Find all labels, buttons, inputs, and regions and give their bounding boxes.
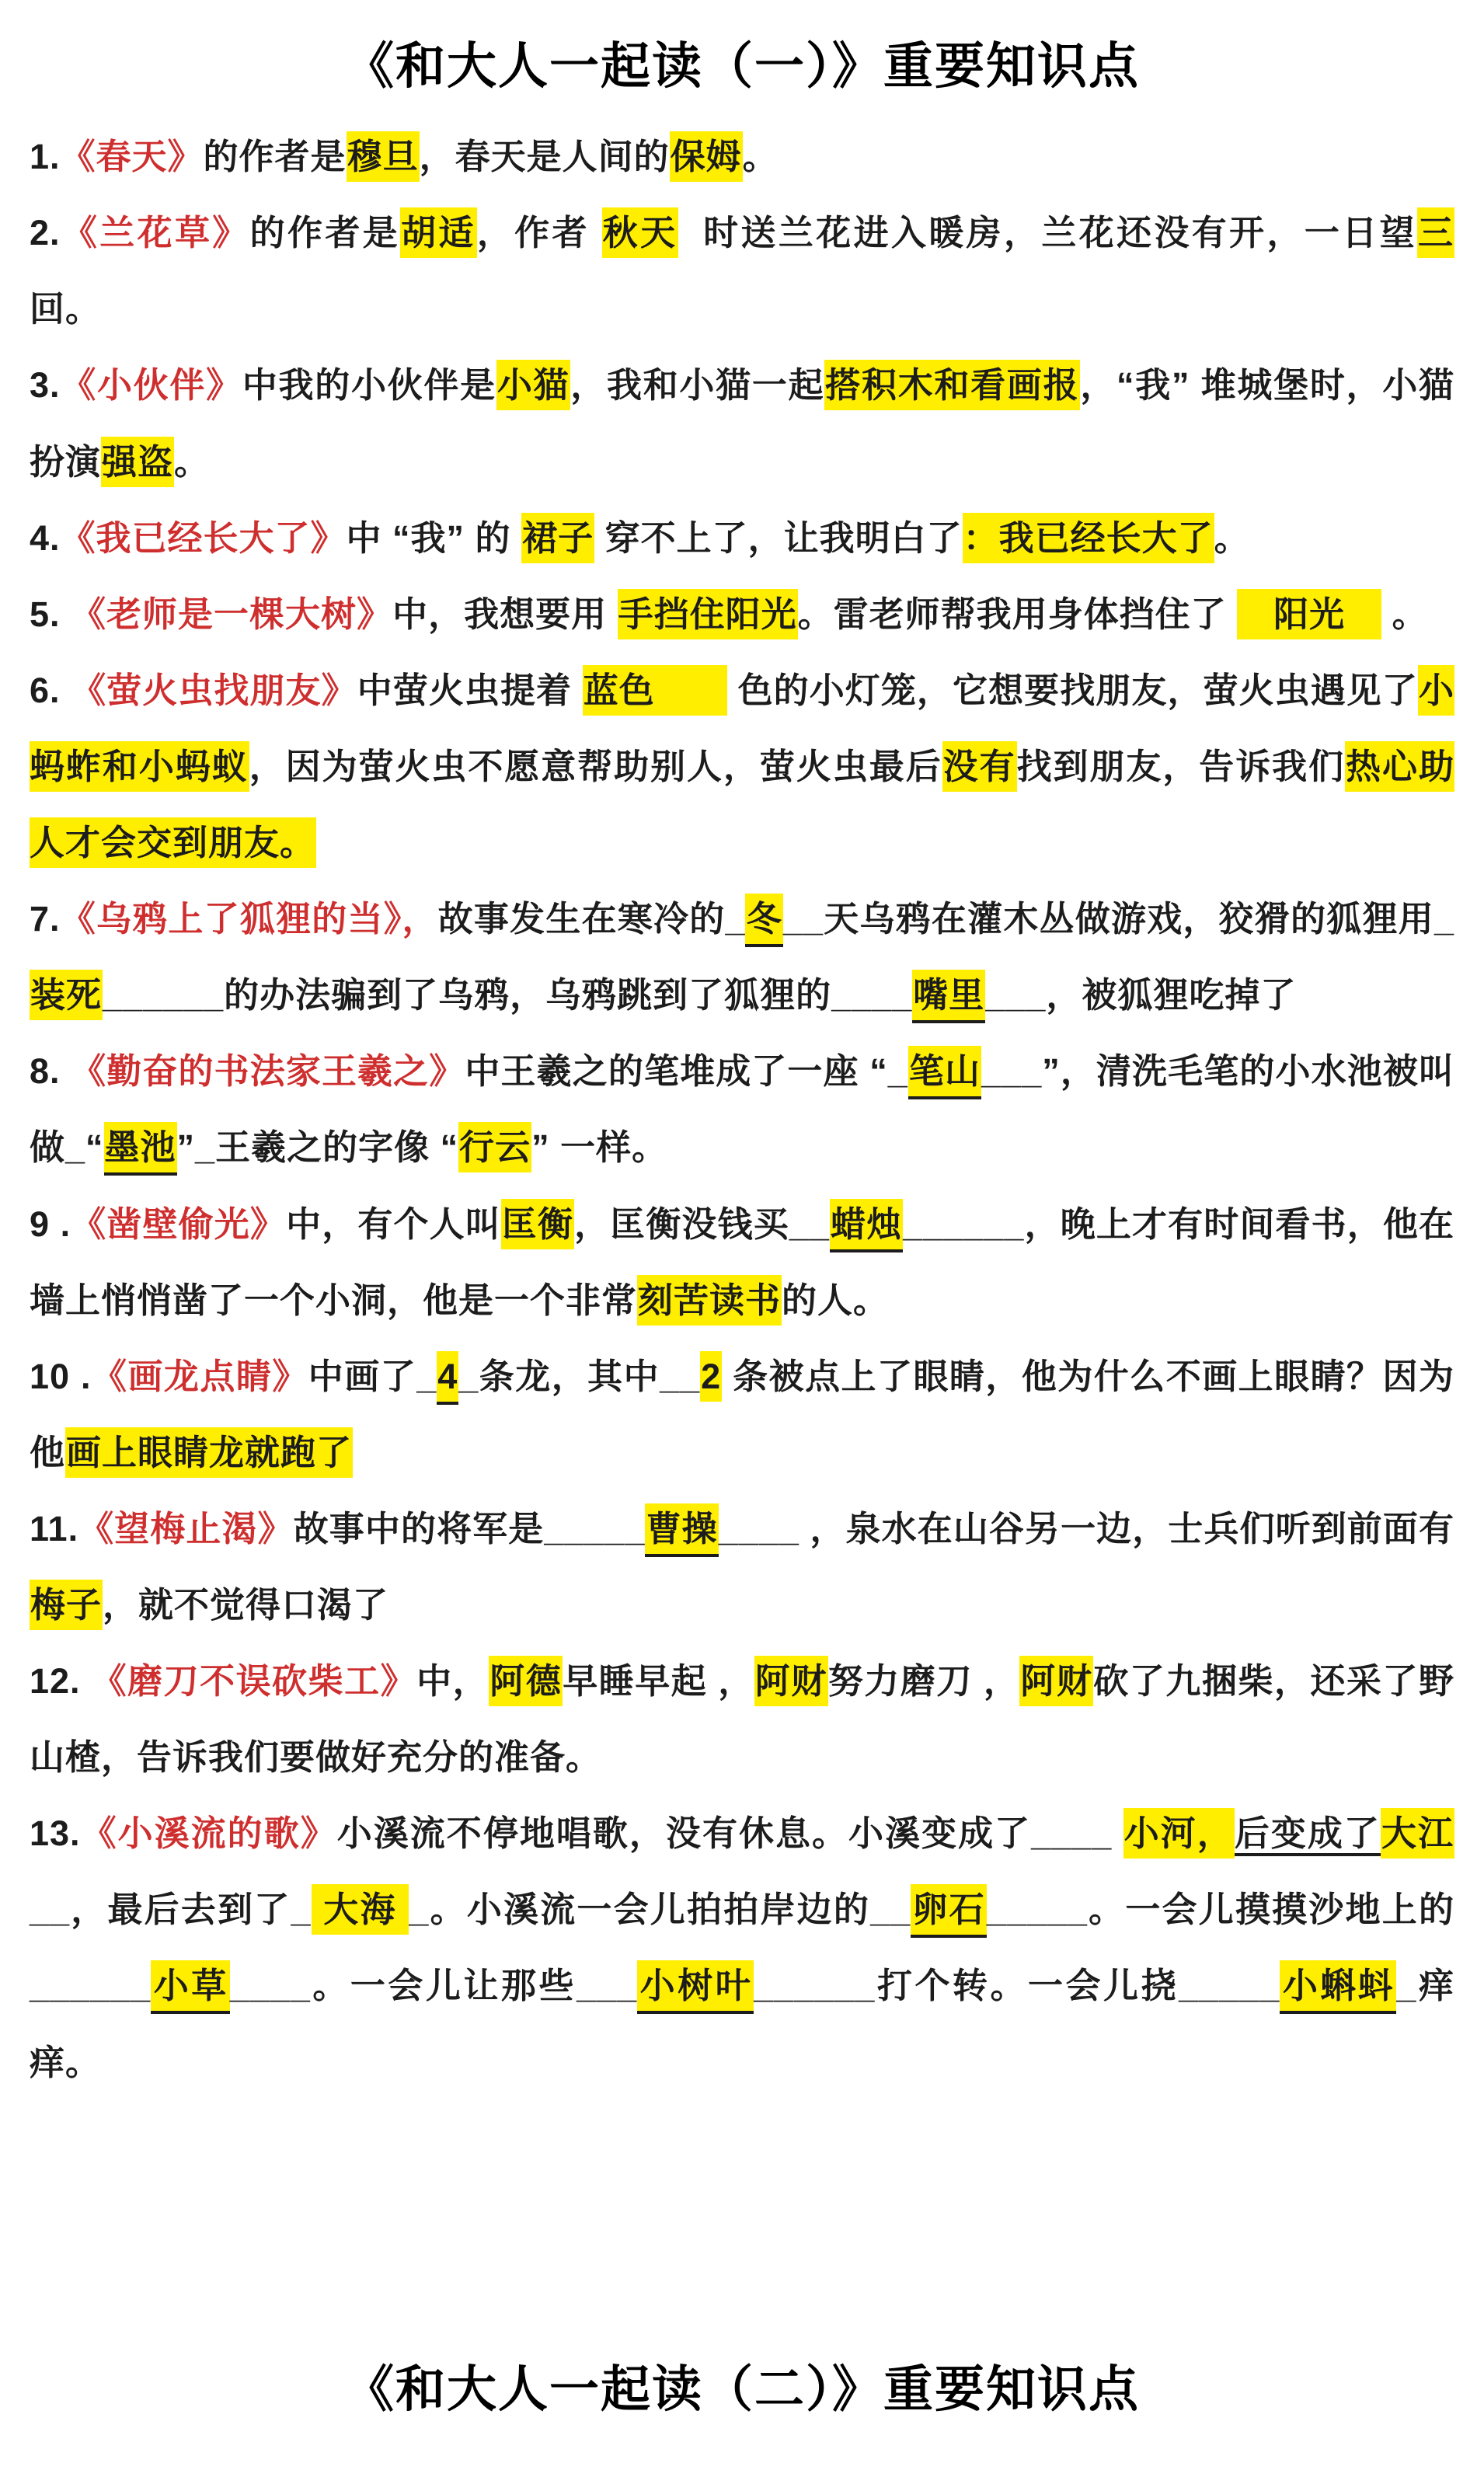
answer-highlight: 裙子 — [521, 513, 594, 563]
knowledge-item — [30, 195, 1454, 347]
answer-highlight: 热心助人才会交到朋友。 — [30, 741, 1454, 868]
text-run: 中画了_ — [308, 1356, 437, 1396]
answer-highlight-underlined: 4 — [437, 1351, 458, 1405]
knowledge-item — [30, 119, 1454, 195]
answer-highlight-underlined: 小草 — [151, 1960, 230, 2014]
text-run: 条被点上了眼睛，他为什么不画上眼睛？因为他 — [30, 1356, 1454, 1472]
text-run: 的作者是 — [249, 213, 401, 253]
book-title: 《磨刀不误砍柴工》 — [91, 1661, 417, 1702]
answer-highlight: 刻苦读书 — [637, 1275, 782, 1326]
text-run: ___”，清洗毛笔的小水池被叫做_“ — [30, 1051, 1454, 1168]
answer-highlight: 阿德 — [489, 1656, 563, 1706]
answer-highlight-underlined: 卵石 — [911, 1884, 987, 1938]
book-title: 《凿壁偷光》 — [71, 1204, 287, 1244]
text-run: ______打个转。一会儿挠_____ — [754, 1966, 1280, 2006]
answer-highlight: 保姆 — [670, 131, 743, 182]
item-number: 7. — [30, 899, 61, 939]
text-run: 回。 — [30, 289, 102, 329]
item-number: 4. — [30, 517, 61, 558]
answer-highlight: 胡适 — [400, 207, 477, 258]
answer-highlight-underlined: 嘴里 — [912, 970, 985, 1023]
book-title: 《乌鸦上了狐狸的当》， — [60, 899, 438, 939]
answer-highlight: 阳光 — [1237, 589, 1381, 639]
text-run: 色的小灯笼，它想要找朋友，萤火虫遇见了 — [727, 670, 1418, 710]
item-number: 6. — [30, 670, 71, 710]
text-run: 时送兰花进入暖房，兰花还没有开，一日望 — [678, 213, 1417, 253]
item-number: 10 . — [30, 1356, 92, 1396]
text-run: 的作者是 — [203, 137, 347, 177]
knowledge-item — [30, 500, 1454, 577]
answer-highlight: 蓝色 — [583, 665, 727, 716]
answer-highlight-underlined: 小蝌蚪 — [1280, 1960, 1396, 2014]
item-number: 8. — [30, 1051, 71, 1092]
text-run: 。雷老师帮我用身体挡住了 — [797, 594, 1238, 634]
item-number: 5. — [30, 594, 71, 634]
knowledge-item — [30, 1186, 1454, 1339]
text-run: _条龙，其中__ — [458, 1356, 701, 1396]
text-run: 努力磨刀 ， — [827, 1661, 1020, 1702]
text-run: __，最后去到了_ — [30, 1890, 312, 1930]
text-run: 。 — [1381, 594, 1428, 634]
answer-highlight: 大海 — [312, 1884, 409, 1935]
answer-highlight: 穆旦 — [347, 131, 420, 182]
item-number: 2. — [30, 213, 61, 253]
text-run: 找到朋友，告诉我们 — [1016, 746, 1346, 786]
page-title-part2: 《和大人一起读（二）》重要知识点 — [344, 2360, 1140, 2417]
answer-highlight-underlined: 墨池 — [104, 1122, 177, 1176]
text-run: ，就不觉得口渴了 — [103, 1584, 389, 1625]
answer-highlight: 小蚂蚱和小蚂蚁 — [30, 665, 1454, 792]
text-run: _____。一会儿摸摸沙地上的______ — [30, 1890, 1454, 2006]
underlined-text: 后变成了 — [1235, 1813, 1381, 1856]
text-run: ，因为萤火虫不愿意帮助别人，萤火虫最后 — [249, 746, 942, 786]
text-run: _。小溪流一会儿拍拍岸边的__ — [409, 1890, 911, 1930]
answer-highlight: 阿财 — [1019, 1656, 1093, 1706]
item-number: 12. — [30, 1661, 92, 1702]
knowledge-item — [30, 347, 1454, 500]
book-title: 《我已经长大了》 — [60, 517, 347, 558]
text-run: ___，被狐狸吃掉了 — [985, 975, 1297, 1016]
item-number: 1. — [30, 137, 61, 177]
answer-highlight: 小河， — [1123, 1808, 1235, 1859]
text-run: 中，有个人叫 — [286, 1204, 501, 1244]
answer-highlight: 三 — [1417, 207, 1454, 258]
text-run: 中 “我” 的 — [346, 517, 522, 558]
answer-highlight-underlined: 曹操 — [645, 1503, 718, 1557]
text-run: 故事发生在寒冷的_ — [437, 899, 746, 939]
knowledge-item — [30, 881, 1454, 1033]
text-run: 。 — [742, 137, 779, 177]
answer-highlight: 梅子 — [30, 1580, 103, 1630]
text-run: ，我和小猫一起 — [570, 365, 825, 406]
answer-highlight-underlined: 冬 — [745, 894, 782, 947]
text-run: 故事中的将军是_____ — [293, 1508, 646, 1549]
book-title: 《萤火虫找朋友》 — [71, 670, 357, 710]
answer-highlight-underlined: 笔山 — [908, 1046, 981, 1099]
book-title: 《兰花草》 — [60, 213, 250, 253]
text-run: 小溪流不停地唱歌，没有休息。小溪变成了____ — [336, 1813, 1123, 1854]
text-run: ，春天是人间的 — [419, 137, 670, 177]
book-title: 《老师是一棵大树》 — [71, 594, 393, 634]
knowledge-item — [30, 577, 1454, 653]
text-run: ______，晚上才有时间看书，他在墙上悄悄凿了一个小洞，他是一个非常 — [30, 1204, 1454, 1320]
text-run: 中我的小伙伴是 — [242, 365, 496, 406]
text-run: 。 — [174, 441, 211, 482]
text-run: 。 — [1214, 517, 1250, 558]
answer-highlight-underlined: 蜡烛 — [830, 1199, 903, 1252]
knowledge-item — [30, 1491, 1454, 1643]
item-number: 9 . — [30, 1204, 71, 1244]
book-title: 《春天》 — [60, 137, 204, 177]
text-run: 的人。 — [782, 1280, 890, 1320]
text-run: ，作者 — [476, 213, 602, 253]
knowledge-item — [30, 1339, 1454, 1491]
text-run: ，“我” 堆城堡时，小猫扮演 — [30, 365, 1454, 482]
book-title: 《画龙点睛》 — [91, 1356, 308, 1396]
knowledge-item — [30, 1643, 1454, 1796]
answer-highlight: 装死 — [30, 970, 103, 1020]
item-number: 11. — [30, 1508, 79, 1549]
answer-highlight: 行云 — [458, 1122, 531, 1172]
knowledge-item — [30, 653, 1454, 881]
item-number: 13. — [30, 1813, 81, 1854]
answer-highlight-underlined: 小树叶 — [637, 1960, 754, 2014]
book-title: 《小溪流的歌》 — [80, 1813, 337, 1854]
page-title-part1: 《和大人一起读（一）》重要知识点 — [344, 38, 1140, 94]
answer-highlight: 秋天 — [602, 207, 679, 258]
text-run: 中萤火虫提着 — [357, 670, 583, 710]
answer-highlight: 2 — [700, 1351, 722, 1402]
answer-highlight: 小猫 — [496, 360, 570, 410]
text-run: __天乌鸦在灌木丛做游戏，狡猾的狐狸用_ — [782, 899, 1454, 939]
book-title: 《望梅止渴》 — [78, 1508, 294, 1549]
knowledge-item — [30, 1796, 1454, 2100]
book-title: 《勤奋的书法家王羲之》 — [71, 1051, 465, 1092]
text-run: ____。一会儿让那些___ — [229, 1966, 638, 2006]
answer-highlight: 阿财 — [754, 1656, 828, 1706]
answer-highlight: 搭积木和看画报 — [824, 360, 1080, 410]
text-run: 砍了九捆柴，还采了野山楂，告诉我们要做好充分的准备。 — [30, 1661, 1454, 1778]
knowledge-item — [30, 1033, 1454, 1186]
text-run: ______的办法骗到了乌鸦，乌鸦跳到了狐狸的____ — [103, 975, 913, 1016]
items-list — [30, 119, 1454, 2100]
answer-highlight: ：我已经长大了 — [963, 513, 1214, 563]
item-number: 3. — [30, 365, 61, 406]
answer-highlight: 没有 — [942, 741, 1017, 792]
text-run: 中，我想要用 — [392, 594, 618, 634]
text-run: 中王羲之的笔堆成了一座 “_ — [465, 1051, 908, 1092]
text-run: ” 一样。 — [531, 1127, 668, 1168]
text-run: 中， — [416, 1661, 489, 1702]
answer-highlight: 匡衡 — [501, 1199, 574, 1249]
answer-highlight: 大江 — [1381, 1808, 1454, 1859]
answer-highlight: 画上眼睛龙就跑了 — [65, 1427, 353, 1478]
text-run: _痒痒。 — [30, 1966, 1454, 2082]
answer-highlight: 强盗 — [101, 437, 174, 487]
book-title: 《小伙伴》 — [60, 365, 242, 406]
text-run: ，匡衡没钱买__ — [574, 1204, 830, 1244]
text-run: ”_王羲之的字像 “ — [176, 1127, 459, 1168]
text-run: 早睡早起 ， — [563, 1661, 754, 1702]
text-run: ____ ，泉水在山谷另一边，士兵们听到前面有 — [718, 1508, 1454, 1549]
answer-highlight: 手挡住阳光 — [618, 589, 798, 639]
text-run: 穿不上了，让我明白了 — [594, 517, 963, 558]
